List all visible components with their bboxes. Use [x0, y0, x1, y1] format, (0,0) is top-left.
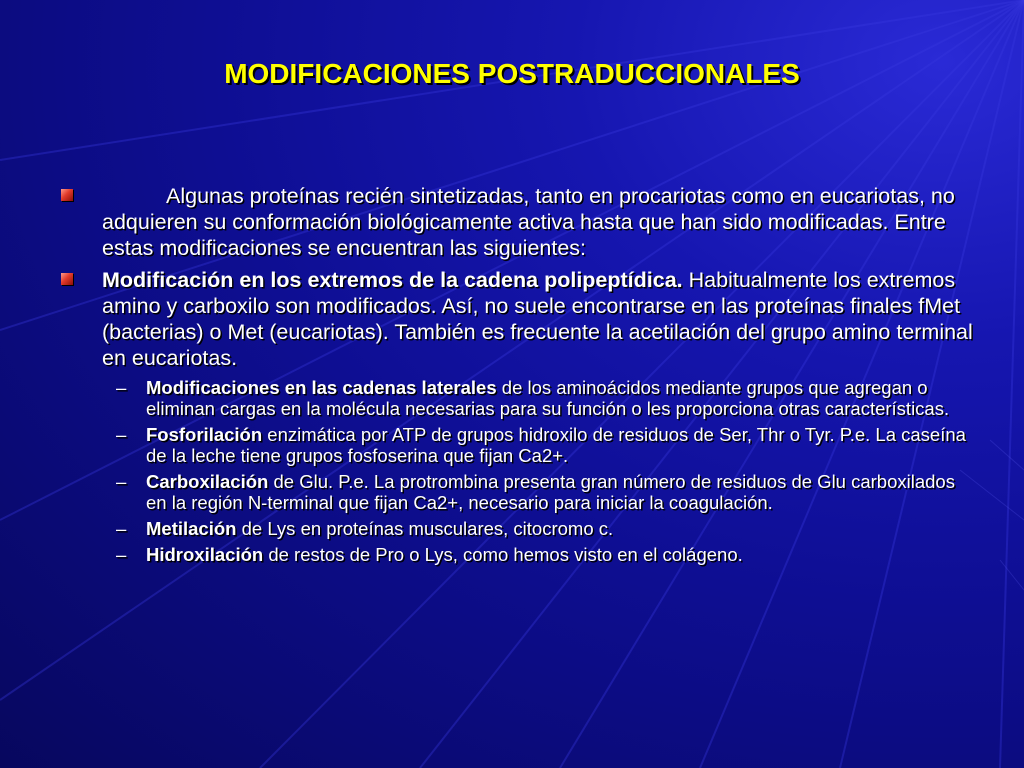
- bullet-extremos-text: Habitualmente los extremos amino y carboxilo son modificados. Así, no suele encontrarse en las proteínas finales fMet (bacterias) o Met (eucariotas). También es frecuente la acetilación del grupo amino terminal en eucariotas.: [102, 268, 973, 370]
- subitem-heading: Metilación: [146, 518, 237, 539]
- dash-marker: –: [116, 544, 127, 565]
- bullet-intro-text: Algunas proteínas recién sintetizadas, tanto en procariotas como en eucariotas, no adquieren su conformación biológicamente activa hasta que han sido modificadas. Entre estas modificaciones se encuentran las siguientes:: [102, 184, 955, 260]
- bullet-square-icon: [61, 189, 73, 201]
- subitem-heading: Fosforilación: [146, 424, 263, 445]
- subitem-hidroxilacion: [56, 544, 976, 565]
- dash-marker: –: [116, 471, 127, 492]
- dash-marker: –: [116, 377, 127, 398]
- subitem-heading: Modificaciones en las cadenas laterales: [146, 377, 497, 398]
- bullet-extremos-heading: Modificación en los extremos de la cadena polipeptídica.: [102, 268, 683, 292]
- subitem-metilacion: [56, 518, 976, 539]
- slide-content: [56, 183, 976, 570]
- subitem-heading: Carboxilación: [146, 471, 269, 492]
- dash-marker: –: [116, 518, 127, 539]
- subitem-cadenas-laterales: [56, 377, 976, 419]
- subitem-heading: Hidroxilación: [146, 544, 264, 565]
- subitem-text: de restos de Pro o Lys, como hemos visto en el colágeno.: [263, 544, 743, 565]
- slide-title: MODIFICACIONES POSTRADUCCIONALES: [224, 58, 800, 89]
- subitem-text: de Lys en proteínas musculares, citocromo c.: [236, 518, 614, 539]
- subitem-text: de los aminoácidos mediante grupos que agregan o eliminan cargas en la molécula necesarias para su función o les proporciona otras características.: [146, 377, 950, 419]
- subitem-carboxilacion: [56, 471, 976, 513]
- bullet-square-icon: [61, 273, 73, 285]
- subitem-text: de Glu. P.e. La protrombina presenta gran número de residuos de Glu carboxilados en la región N-terminal que fijan Ca2+, necesario para iniciar la coagulación.: [146, 471, 955, 513]
- dash-marker: –: [116, 424, 127, 445]
- subitem-fosforilacion: [56, 424, 976, 466]
- bullet-intro: [56, 183, 976, 261]
- subitem-text: enzimática por ATP de grupos hidroxilo de residuos de Ser, Thr o Tyr. P.e. La caseína de la leche tiene grupos fosfoserina que fijan Ca2+.: [146, 424, 966, 466]
- bullet-extremos: [56, 267, 976, 371]
